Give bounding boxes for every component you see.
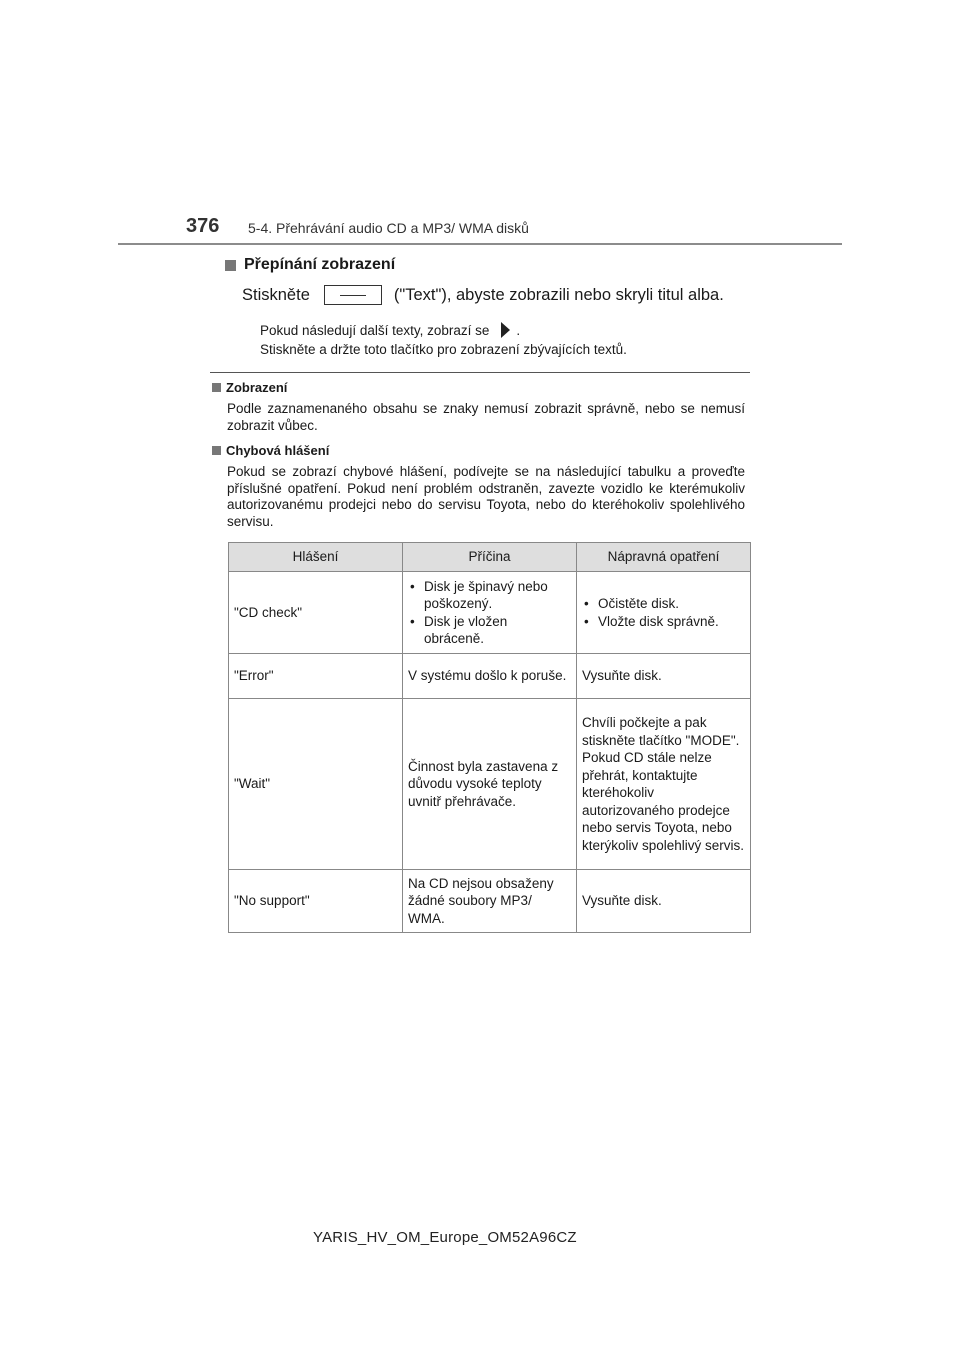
cause-cell	[403, 572, 577, 654]
error-paragraph: Pokud se zobrazí chybové hlášení, podívejte se na následující tabulku a proveďte příslušné opatření. Pokud není problém odstraněn, zavezte vozidlo ke kterémukoliv autorizovanému prodejci nebo do servisu Toyota, nebo do kteréhokoliv spolehlivého servisu.	[227, 464, 745, 529]
remedy-cell: Chvíli počkejte a pak stiskněte tlačítko "MODE". Pokud CD stále nelze přehrát, kontaktujte kteréhokoliv autorizovaného prodejce nebo servis Toyota, nebo kterýkoliv spolehlivý servis.	[577, 699, 751, 870]
header-cause: Příčina	[403, 543, 577, 572]
arrow-right-icon	[501, 322, 510, 338]
note-prefix: Pokud následují další texty, zobrazí se	[260, 322, 490, 338]
message-cell: "CD check"	[229, 572, 403, 654]
table-header-row	[229, 543, 751, 572]
message-cell: "Wait"	[229, 699, 403, 870]
display-switch-heading	[225, 256, 395, 274]
list-item: • Očistěte disk.	[582, 595, 745, 613]
header-divider	[118, 243, 842, 245]
error-subheading	[212, 443, 329, 458]
more-text-note	[260, 322, 520, 338]
page-number: 376	[186, 215, 220, 237]
display-switch-heading-text: Přepínání zobrazení	[244, 256, 396, 273]
press-prefix: Stiskněte	[242, 285, 310, 304]
display-subheading-text: Zobrazení	[226, 380, 288, 395]
cause-cell: Na CD nejsou obsaženy žádné soubory MP3/ WMA.	[403, 870, 577, 933]
table-row	[229, 572, 751, 654]
section-title: 5-4. Přehrávání audio CD a MP3/ WMA disků	[248, 220, 529, 236]
header-message: Hlášení	[229, 543, 403, 572]
section-divider	[210, 372, 750, 373]
square-bullet-icon	[212, 383, 221, 392]
press-suffix: ("Text"), abyste zobrazili nebo skryli titul alba.	[393, 285, 724, 304]
text-button-icon	[324, 285, 382, 305]
document-code: YARIS_HV_OM_Europe_OM52A96CZ	[313, 1229, 577, 1246]
error-table	[228, 542, 751, 933]
table-row	[229, 699, 751, 870]
cause-cell: V systému došlo k poruše.	[403, 654, 577, 699]
error-subheading-text: Chybová hlášení	[226, 443, 330, 458]
message-cell: "Error"	[229, 654, 403, 699]
list-item: • Vložte disk správně.	[582, 613, 745, 631]
message-cell: "No support"	[229, 870, 403, 933]
remedy-cell	[577, 572, 751, 654]
table-row	[229, 870, 751, 933]
list-item: • Disk je špinavý nebo poškozený.	[408, 578, 571, 613]
hold-button-note: Stiskněte a držte toto tlačítko pro zobrazení zbývajících textů.	[260, 342, 627, 357]
press-instruction	[242, 285, 724, 305]
square-bullet-icon	[225, 260, 236, 271]
table-row	[229, 654, 751, 699]
remedy-cell: Vysuňte disk.	[577, 870, 751, 933]
square-bullet-icon	[212, 446, 221, 455]
remedy-cell: Vysuňte disk.	[577, 654, 751, 699]
display-subheading	[212, 380, 287, 395]
note-suffix: .	[516, 322, 521, 338]
error-table-wrapper	[228, 542, 751, 933]
header-remedy: Nápravná opatření	[577, 543, 751, 572]
cause-cell: Činnost byla zastavena z důvodu vysoké teploty uvnitř přehrávače.	[403, 699, 577, 870]
display-paragraph: Podle zaznamenaného obsahu se znaky nemusí zobrazit správně, nebo se nemusí zobrazit vůbec.	[227, 401, 745, 433]
list-item: • Disk je vložen obráceně.	[408, 613, 571, 648]
